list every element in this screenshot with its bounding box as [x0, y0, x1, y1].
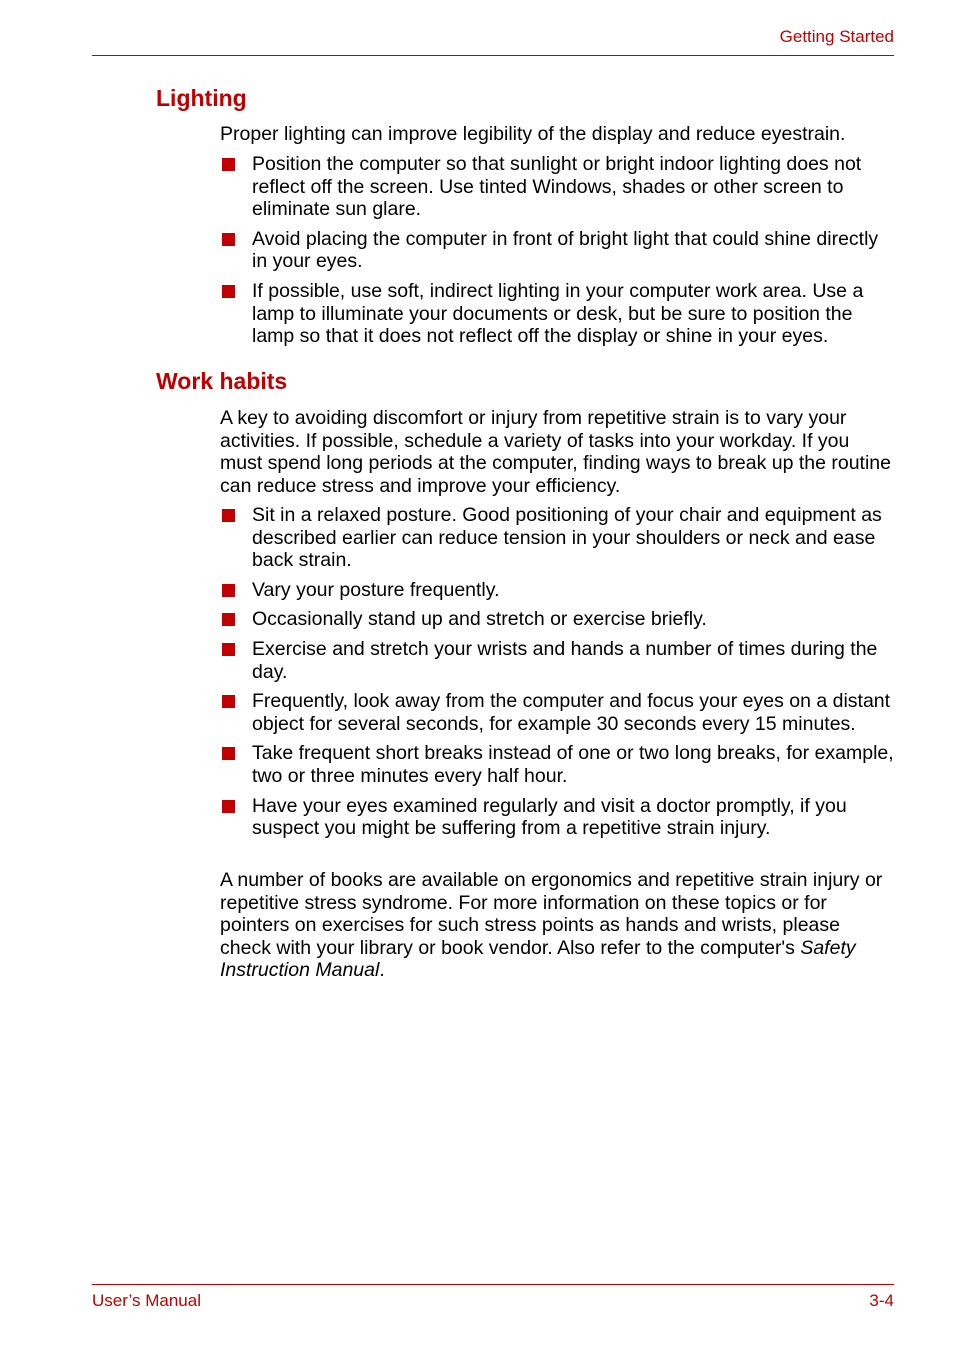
lighting-intro: Proper lighting can improve legibility of the display and reduce eyestrain. — [220, 123, 846, 145]
bullet-square-icon — [222, 584, 235, 597]
list-item — [220, 153, 895, 221]
footer-manual-title: User’s Manual — [92, 1291, 201, 1310]
section-heading-work-habits: Work habits — [156, 368, 288, 394]
closing-text: A number of books are available on ergonomics and repetitive strain injury or repetitive stress syndrome. For more information on these topics or for pointers on exercises for such stress points as hands and wrists, please check with your library or book vendor. Also refer to the computer's — [220, 869, 883, 959]
bullet-square-icon — [222, 800, 235, 813]
list-item — [220, 638, 895, 683]
list-item — [220, 608, 895, 631]
work-habits-bullet-list — [220, 504, 895, 840]
list-item — [220, 228, 895, 273]
list-item-text: Take frequent short breaks instead of one or two long breaks, for example, two or three minutes every half hour. — [252, 742, 894, 787]
list-item — [220, 504, 895, 572]
running-header: Getting Started — [779, 27, 894, 46]
list-item-text: Avoid placing the computer in front of bright light that could shine directly in your eyes. — [252, 227, 879, 273]
list-item — [220, 579, 895, 602]
bullet-square-icon — [222, 747, 235, 760]
page-number: 3-4 — [869, 1291, 894, 1310]
list-item — [220, 795, 895, 840]
manual-title: Safety Instruction Manual — [220, 936, 856, 982]
list-item-text: Exercise and stretch your wrists and hands a number of times during the day. — [252, 637, 878, 683]
list-item — [220, 280, 895, 348]
bullet-square-icon — [222, 285, 235, 298]
list-item — [220, 742, 895, 787]
bullet-square-icon — [222, 695, 235, 708]
lighting-bullet-list — [220, 153, 895, 348]
bullet-square-icon — [222, 613, 235, 626]
bullet-square-icon — [222, 643, 235, 656]
list-item — [220, 690, 895, 735]
list-item-text: If possible, use soft, indirect lighting in your computer work area. Use a lamp to illuminate your documents or desk, but be sure to position the lamp so that it does not reflect off the display or shine in your eyes. — [252, 279, 864, 348]
closing-end: . — [379, 959, 385, 982]
header-rule — [92, 55, 894, 56]
work-habits-closing — [220, 869, 895, 982]
list-item-text: Vary your posture frequently. — [252, 578, 500, 601]
footer-rule — [92, 1284, 894, 1285]
bullet-square-icon — [222, 509, 235, 522]
bullet-square-icon — [222, 233, 235, 246]
bullet-square-icon — [222, 158, 235, 171]
list-item-text: Occasionally stand up and stretch or exercise briefly. — [252, 608, 707, 631]
list-item-text: Have your eyes examined regularly and visit a doctor promptly, if you suspect you might be suffering from a repetitive strain injury. — [252, 794, 847, 840]
section-heading-lighting: Lighting — [156, 85, 247, 111]
list-item-text: Frequently, look away from the computer and focus your eyes on a distant object for several seconds, for example 30 seconds every 15 minutes. — [252, 690, 891, 735]
list-item-text: Sit in a relaxed posture. Good positioning of your chair and equipment as described earlier can reduce tension in your shoulders or neck and ease back strain. — [252, 504, 882, 572]
list-item-text: Position the computer so that sunlight or bright indoor lighting does not reflect off the screen. Use tinted Windows, shades or other screen to eliminate sun glare. — [252, 153, 862, 221]
work-habits-intro: A key to avoiding discomfort or injury from repetitive strain is to vary your activities. If possible, schedule a variety of tasks into your workday. If you must spend long periods at the computer, finding ways to break up the routine can reduce stress and improve your efficiency. — [220, 407, 891, 497]
